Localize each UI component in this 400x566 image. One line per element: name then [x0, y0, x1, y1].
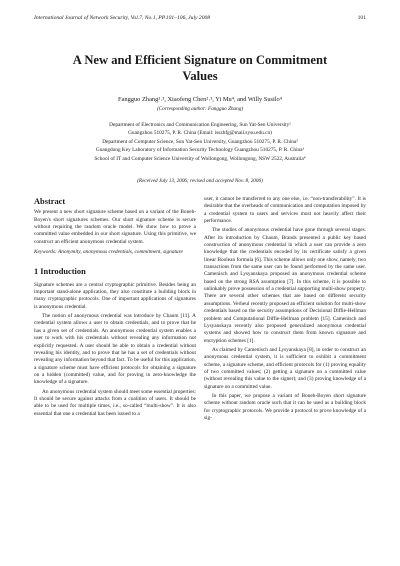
intro-paragraph: An anonymous credential system should meet some essential properties: It should be secure against attacks from a coalition of users. It should be able to be used for multiple times, i.e., so-called “multi-show”. It is also essential that one a credential has been issued to a	[34, 388, 196, 417]
intro-paragraph: The notion of anonymous credential was introduce by Chaum [11]. A credential system allows a user to obtain credentials, and to prove that he has a given set of credentials. An anonymous credential system enables a user to work with his credentials without revealing any information not explicitly requested. A user should be able to obtain a credential without revealing his identity, and to prove that he has a set of credentials without revealing any information beyond that fact. To be useful for this application, a signature scheme must have efficient protocols for obtaining a signature on a hidden (committed) value, and for proving in zero-knowledge the knowledge of a signature.	[34, 313, 196, 386]
affiliation-line: Department of Computer Science, Sun Yat-Sen University, Guangzhou 510275, P. R. China²	[102, 138, 298, 145]
running-head	[34, 15, 366, 21]
affiliation-line: Department of Electronics and Communication Engineering, Sun Yat-Sen University¹	[109, 122, 291, 128]
author-list: Fangguo Zhang¹˒³, Xiaofeng Chen²˒³, Yi Mu⁴, and Willy Susilo⁴	[118, 96, 282, 103]
abstract-heading: Abstract	[34, 197, 66, 206]
title-line-2: Values	[182, 68, 218, 83]
affiliation-line: Guangdong Key Laboratory of Information Security Technology Guangzhou 510275, P. R. China³	[95, 147, 305, 154]
keywords-label: Keywords:	[34, 249, 57, 256]
introduction-heading: 1 Introduction	[34, 267, 86, 277]
received-dates: (Received July 13, 2006; revised and accepted Nov. 8, 2006)	[137, 178, 263, 184]
abstract-text: We present a new short signature scheme based on a variant of the Boneh-Boyen's short signatures schemes. Our short signature scheme is secure without requiring the random oracle model. We show how to prove a committed value embedded in our short signature. Using this primitive, we construct an efficient anonymous credential system.	[34, 209, 196, 245]
journal-info: International Journal of Network Security, Vol.7, No.1, PP.101–106, July 2008	[34, 15, 211, 21]
body-paragraph: The studies of anonymous credential have gone through several stages. After its introduction by Chaum, Brands presented a public key based construction of anonymous credential in which a user can provide a zero knowledge that the credentials encoded by its certificate satisfy a given linear Boolean formula [6]. This scheme allows only one show, namely, two transactions from the same user can be found performed by the same user. Camenisch and Lysyanskaya proposed an anonymous credential scheme based on the strong RSA assumption [7]. In this scheme, it is possible to unlinkably prove possession of a credential supporting multi-show property. There are several other schemes that are based on different security assumptions. Verheul recently proposed an efficient solution for multi-show credentials based on the security assumptions of Decisional Diffie-Hellman problem and Computational Diffie-Hellman problem [15]. Camenisch and Lysyanskaya recently also proposed generalized anonymous credential systems and showed how to construct them from known signature and encryption schemes [1].	[204, 227, 366, 344]
right-column	[204, 196, 366, 424]
left-column	[34, 196, 196, 420]
paper-title	[20, 53, 380, 84]
keywords	[34, 249, 196, 256]
body-paragraph: As claimed by Camenisch and Lysyanskaya [8], in order to construct an anonymous credential system, it is sufficient to exhibit a commitment scheme, a signature scheme, and efficient protocols for (1) proving equality of two committed values; (2) getting a signature on a committed value (without revealing this value to the signer); and (3) proving knowledge of a signature on a committed value.	[204, 346, 366, 390]
body-paragraph: user, it cannot be transferred to any one else, i.e. “non-transferability”. It is desirable that the overheads of communication and computation imposed by a credential system to users and services must not heavily affect their performance.	[204, 196, 366, 225]
page-number: 101	[357, 15, 366, 21]
body-paragraph: In this paper, we propose a variant of Boneh-Boyen short signature scheme without random oracle such that it can be used as a building block for cryptographic protocols. We provide a protocol to prove knowledge of a sig-	[204, 392, 366, 421]
affiliations	[20, 121, 380, 163]
corresponding-author: (Corresponding author: Fangguo Zhang)	[156, 106, 244, 112]
affiliation-line: School of IT and Computer Science University of Wollongong, Wollongong, NSW 2522, Australia⁴	[94, 155, 306, 162]
affiliation-line: Guangzhou 510275, P. R. China (Email: isszhfg@mail.sysu.edu.cn)	[128, 130, 272, 137]
keywords-text: Anonymity, anonymous credentials, commitment, signature	[58, 249, 183, 256]
title-line-1: A New and Efficient Signature on Commitment	[72, 53, 328, 67]
intro-paragraph: Signature schemes are a central cryptographic primitive. Besides being an important stand-alone application, they also constitute a building block in many cryptographic protocols. One of important applications of signatures is anonymous credential.	[34, 281, 196, 310]
